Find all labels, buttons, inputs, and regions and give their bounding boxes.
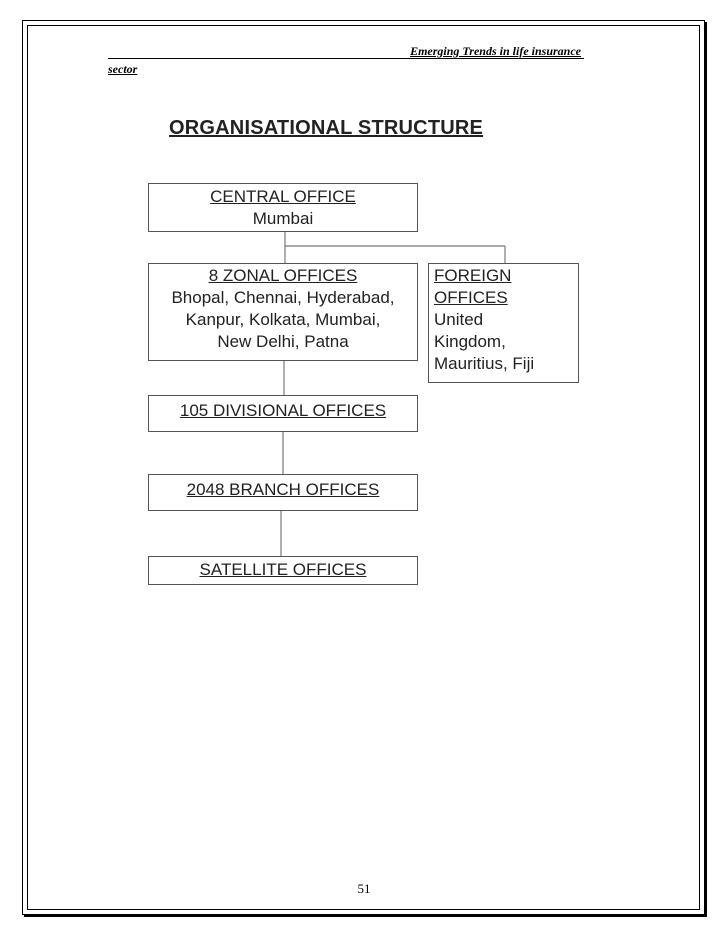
satellite-offices-title: SATELLITE OFFICES xyxy=(199,560,367,579)
divisional-offices-title: 105 DIVISIONAL OFFICES xyxy=(179,401,387,420)
central-office-location: Mumbai xyxy=(252,209,314,228)
zonal-offices-box xyxy=(148,263,418,361)
zonal-offices-line-1: Bhopal, Chennai, Hyderabad, xyxy=(171,288,395,307)
zonal-offices-title: 8 ZONAL OFFICES xyxy=(208,266,358,285)
satellite-offices-box xyxy=(148,556,418,585)
foreign-offices-line-3: Mauritius, Fiji xyxy=(434,354,535,373)
zonal-offices-line-3: New Delhi, Patna xyxy=(217,332,349,351)
branch-offices-box xyxy=(148,474,418,511)
central-office-title: CENTRAL OFFICE xyxy=(210,187,356,206)
foreign-offices-box xyxy=(428,263,579,383)
page-number: 51 xyxy=(357,881,371,896)
foreign-offices-line-1: United xyxy=(434,310,484,329)
header-line-1: Emerging Trends in life insurance xyxy=(410,44,581,58)
zonal-offices-line-2: Kanpur, Kolkata, Mumbai, xyxy=(185,310,381,329)
chart-title: ORGANISATIONAL STRUCTURE xyxy=(169,117,484,139)
foreign-offices-title-line-1: FOREIGN xyxy=(434,266,512,285)
foreign-offices-line-2: Kingdom, xyxy=(434,332,506,351)
foreign-offices-title-line-2: OFFICES xyxy=(434,288,508,307)
branch-offices-title: 2048 BRANCH OFFICES xyxy=(186,480,380,499)
header-line-2: sector xyxy=(108,62,138,76)
divisional-offices-box xyxy=(148,395,418,432)
central-office-box xyxy=(148,183,418,232)
